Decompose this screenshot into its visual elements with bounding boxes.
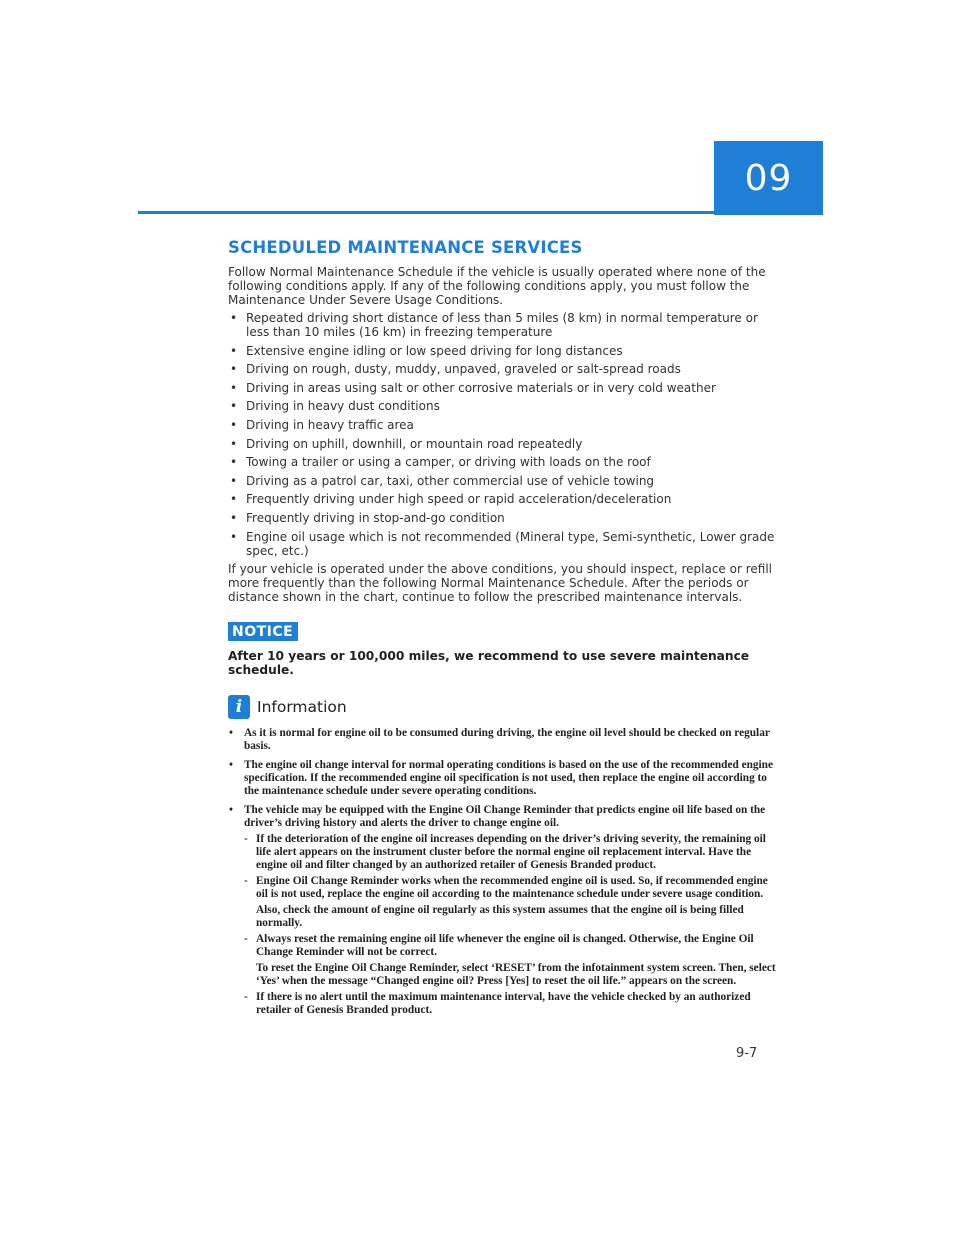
list-item: • Driving in heavy dust conditions	[228, 399, 776, 413]
list-item	[228, 804, 776, 1017]
sub-list-item-note: To reset the Engine Oil Change Reminder, select ‘RESET’ from the infotainment system screen. Then, select ‘Yes’ when the message “Changed engine oil? Press [Yes] to reset the oil life.” appears on the screen.	[256, 962, 776, 988]
list-item: • The engine oil change interval for normal operating conditions is based on the use of the recommended engine specification. If the recommended engine oil specification is not used, then replace the engine oil according to the maintenance schedule under severe operating conditions.	[228, 759, 776, 798]
sub-list-item	[244, 875, 776, 930]
chapter-tab	[714, 141, 823, 215]
page-number: 9-7	[736, 1046, 758, 1061]
sub-list-item	[244, 933, 776, 988]
chapter-number: 09	[744, 157, 793, 199]
intro-paragraph: Follow Normal Maintenance Schedule if the vehicle is usually operated where none of the following conditions apply. If any of the following conditions apply, you must follow the Maintenance Under Severe Usage Conditions.	[228, 265, 766, 307]
sub-list-item: - If there is no alert until the maximum maintenance interval, have the vehicle checked by an authorized retailer of Genesis Branded product.	[244, 991, 776, 1017]
outro-paragraph: If your vehicle is operated under the above conditions, you should inspect, replace or refill more frequently than the following Normal Maintenance Schedule. After the periods or distance shown in the chart, continue to follow the prescribed maintenance intervals.	[228, 562, 772, 605]
list-item: • Frequently driving in stop-and-go condition	[228, 511, 776, 525]
list-item: • Engine oil usage which is not recommended (Mineral type, Semi-synthetic, Lower grade spec, etc.)	[228, 530, 776, 558]
list-item-text: The vehicle may be equipped with the Engine Oil Change Reminder that predicts engine oil life based on the driver’s driving history and alerts the driver to change engine oil.	[244, 804, 766, 830]
list-item: • Driving in heavy traffic area	[228, 418, 776, 432]
page-content	[228, 238, 776, 1023]
sub-list-item-text: Always reset the remaining engine oil life whenever the engine oil is changed. Otherwise, the Engine Oil Change Reminder will not be correct.	[256, 933, 754, 959]
list-item: • Towing a trailer or using a camper, or driving with loads on the roof	[228, 455, 776, 469]
info-icon: i	[228, 695, 250, 719]
section-title: SCHEDULED MAINTENANCE SERVICES	[228, 238, 583, 257]
information-header	[228, 695, 776, 719]
list-item: • Driving in areas using salt or other corrosive materials or in very cold weather	[228, 381, 776, 395]
conditions-list	[228, 311, 776, 558]
list-item: • Driving on uphill, downhill, or mountain road repeatedly	[228, 437, 776, 451]
list-item: • Extensive engine idling or low speed driving for long distances	[228, 344, 776, 358]
list-item: • Frequently driving under high speed or rapid acceleration/deceleration	[228, 492, 776, 506]
sub-list-item-note: Also, check the amount of engine oil regularly as this system assumes that the engine oil is being filled normally.	[256, 904, 744, 930]
sub-list-item: - If the deterioration of the engine oil increases depending on the driver’s driving severity, the remaining oil life alert appears on the instrument cluster before the normal engine oil replacement interval. Have the engine oil and filter changed by an authorized retailer of Genesis Branded product.	[244, 833, 776, 872]
chapter-rule	[138, 211, 716, 214]
sub-list-item-text: Engine Oil Change Reminder works when the recommended engine oil is used. So, if recommended engine oil is not used, replace the engine oil according to the maintenance schedule under severe usage condition.	[256, 875, 768, 901]
information-sublist	[244, 833, 776, 1017]
information-title: Information	[257, 698, 347, 717]
information-list	[228, 727, 776, 1017]
list-item: • Repeated driving short distance of less than 5 miles (8 km) in normal temperature or less than 10 miles (16 km) in freezing temperature	[228, 311, 776, 339]
list-item: • Driving on rough, dusty, muddy, unpaved, graveled or salt-spread roads	[228, 362, 776, 376]
notice-badge: NOTICE	[228, 622, 298, 641]
list-item: • As it is normal for engine oil to be consumed during driving, the engine oil level should be checked on regular basis.	[228, 727, 776, 753]
notice-text: After 10 years or 100,000 miles, we recommend to use severe maintenance schedule.	[228, 649, 750, 678]
list-item: • Driving as a patrol car, taxi, other commercial use of vehicle towing	[228, 474, 776, 488]
